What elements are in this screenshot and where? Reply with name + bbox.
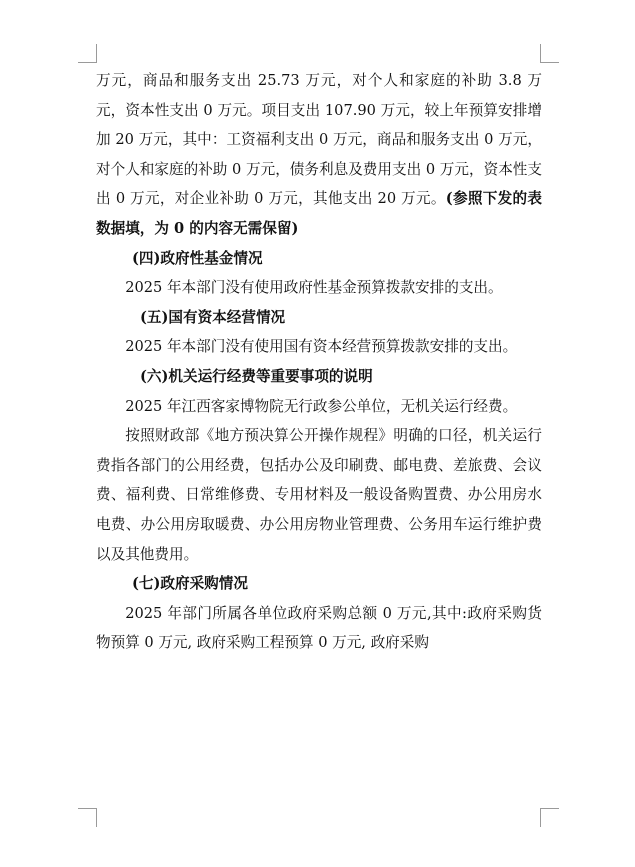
paragraph-budget-details bbox=[96, 66, 542, 244]
document-body bbox=[96, 66, 542, 658]
paragraph-government-procurement: 2025 年部门所属各单位政府采购总额 0 万元,其中:政府采购货物预算 0 万元, 政府采购工程预算 0 万元, 政府采购 bbox=[96, 604, 542, 652]
heading-state-capital: (五)国有资本经营情况 bbox=[140, 308, 286, 326]
paragraph-operating-expenses-definition: 按照财政部《地方预决算公开操作规程》明确的口径，机关运行费指各部门的公用经费，包括办公及印刷费、邮电费、差旅费、会议费、福利费、日常维修费、专用材料及一般设备购置费、办公用房水电费、办公用房取暖费、办公用房物业管理费、公务用车运行维护费以及其他费用。 bbox=[96, 427, 542, 563]
budget-details-text: 万元，商品和服务支出 25.73 万元，对个人和家庭的补助 3.8 万元，资本性支出 0 万元。项目支出 107.90 万元，较上年预算安排增加 20 万元，其中：工资福利支出 0 万元，商品和服务支出 0 万元，对个人和家庭的补助 0 万元，债务利息及费用支出 0 万元，资本性支出 0 万元，对企业补助 0 万元，其他支出 20 万元。 bbox=[96, 72, 542, 208]
fill-instruction-note: (参照下发的表数据填，为 0 的内容无需保留) bbox=[96, 190, 542, 237]
heading-operating-expenses: (六)机关运行经费等重要事项的说明 bbox=[140, 367, 373, 385]
heading-government-procurement: (七)政府采购情况 bbox=[132, 575, 248, 593]
page-corner-mark-top-left bbox=[78, 44, 97, 63]
paragraph-operating-expenses: 2025 年江西客家博物院无行政参公单位，无机关运行经费。 bbox=[125, 397, 518, 415]
page-corner-mark-top-right bbox=[540, 44, 559, 63]
paragraph-state-capital: 2025 年本部门没有使用国有资本经营预算拨款安排的支出。 bbox=[125, 338, 518, 356]
heading-government-fund: (四)政府性基金情况 bbox=[132, 249, 263, 267]
page-corner-mark-bottom-right bbox=[540, 808, 559, 827]
paragraph-government-fund: 2025 年本部门没有使用政府性基金预算拨款安排的支出。 bbox=[125, 279, 503, 297]
page-corner-mark-bottom-left bbox=[78, 808, 97, 827]
